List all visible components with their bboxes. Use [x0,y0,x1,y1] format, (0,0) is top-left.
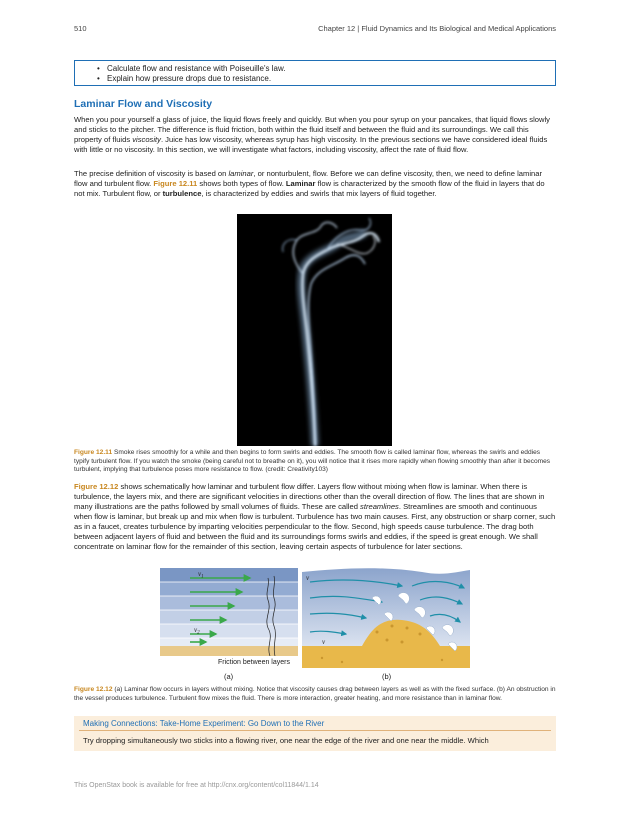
footer-note: This OpenStax book is available for free at http://cnx.org/content/col11844/1.14 [74,782,319,789]
making-connections-box [74,716,556,751]
paragraph-viscosity-intro [74,115,556,155]
paragraph-streamlines [74,482,556,552]
term-viscosity: viscosity [132,135,161,144]
text-run: , or nonturbulent, flow. Before we can define viscosity, then, we need to define laminar flow and turbulent flow. [74,169,542,188]
figure-12-12-label: Figure 12.12 [74,686,113,693]
objective-item: • Calculate flow and resistance with Poiseuille's law. [97,64,555,74]
figure-12-11-link[interactable]: Figure 12.11 [153,179,198,188]
panel-a-label: (a) [224,672,234,681]
figure-12-12-caption [74,686,556,703]
text-run: The precise definition of viscosity is based on [74,169,229,178]
text-run: . Streamlines are smooth and continuous when flow is laminar, but break up and mix when flow is turbulent. Turbulence has two main causes. First, any obstruction or sharp corner, such as in a faucet, creates turbulence by imparting velocities perpendicular to the flow. Second, high speeds cause turbulence. The drag both between adjacent layers of fluid and between the fluid and its surroundings forms swirls and eddies, if the speed is great enough. We shall concentrate on laminar flow for the remainder of this section, leaving certain aspects of turbulence for later sections. [74,502,556,551]
friction-label: Friction between layers [218,659,290,666]
laminar-flow-diagram [160,568,298,656]
text-run: , is characterized by eddies and swirls that mix layers of fluid together. [201,189,437,198]
v1-label: $v_1$ [198,570,204,580]
page-header [74,24,556,36]
learning-objectives-box [74,60,556,86]
term-laminar-bold: Laminar [285,179,316,188]
text-run: flow is characterized by the smooth flow of the fluid in layers that do not mix. Turbulent flow, or [74,179,545,198]
figure-12-12-link[interactable]: Figure 12.12 [74,482,119,491]
term-laminar: laminar [228,169,254,178]
connections-title: Making Connections: Take-Home Experiment: Go Down to the River [83,719,325,728]
section-title: Laminar Flow and Viscosity [74,98,213,110]
caption-text: (a) Laminar flow occurs in layers without mixing. Notice that viscosity causes drag between layers as well as with the fixed surface. (b) An obstruction in the vessel produces turbulence. Turbulent flow mixes the fluid. There is more interaction, greater heating, and more resistance than in laminar flow. [74,686,556,702]
term-turbulence: turbulence [162,189,202,198]
text-run: When you pour yourself a glass of juice, the liquid flows freely and quickly. But when you pour syrup on your pancakes, that liquid flows slowly and sticks to the pitcher. The difference is fluid friction, both within the fluid itself and between the fluid and its surroundings. We call this property of fluids [74,115,550,144]
connections-text: Try dropping simultaneously two sticks into a flowing river, one near the edge of the river and one near the middle. Which [83,736,489,745]
caption-text: Smoke rises smoothly for a while and then begins to form swirls and eddies. The smooth flow is called laminar flow, whereas the swirls and eddies typify turbulent flow. If you watch the smoke (being careful not to breathe on it), you will notice that it rises more rapidly when flowing smoothly than after it becomes turbulent, implying that turbulence poses more resistance to flow. (credit: Creativity103) [74,449,551,474]
term-streamlines: streamlines [360,502,399,511]
figure-12-11-caption [74,449,556,475]
panel-b-label: (b) [382,672,392,681]
text-run: shows schematically how laminar and turbulent flow differ. Layers flow without mixing when flow is laminar. When there is turbulence, the layers mix, and there are significant velocities in directions other than the overall direction of flow. The lines that are shown in many illustrations are the paths followed by small volumes of fluids. These are called [74,482,545,511]
v-label-top: v [306,574,310,582]
smoke-photo [237,214,392,446]
smoke-illustration [237,214,392,446]
page-number: 510 [74,24,87,33]
text-run: . Juice has low viscosity, whereas syrup has high viscosity. In the previous sections we have considered ideal fluids with little or no viscosity. In this section, we will investigate what factors, including viscosity, affect the rate of fluid flow. [74,135,548,154]
objective-item: • Explain how pressure drops due to resistance. [97,74,555,84]
v-label-bottom: v [322,638,326,646]
paragraph-laminar-definition [74,169,556,199]
text-run: shows both types of flow. [197,179,286,188]
chapter-title: Chapter 12 | Fluid Dynamics and Its Biological and Medical Applications [318,24,556,33]
figure-12-12 [160,568,470,683]
figure-12-11-label: Figure 12.11 [74,449,113,456]
v2-label: $v_2$ [194,626,200,636]
connections-divider [79,730,551,731]
turbulent-flow-diagram [302,568,470,668]
